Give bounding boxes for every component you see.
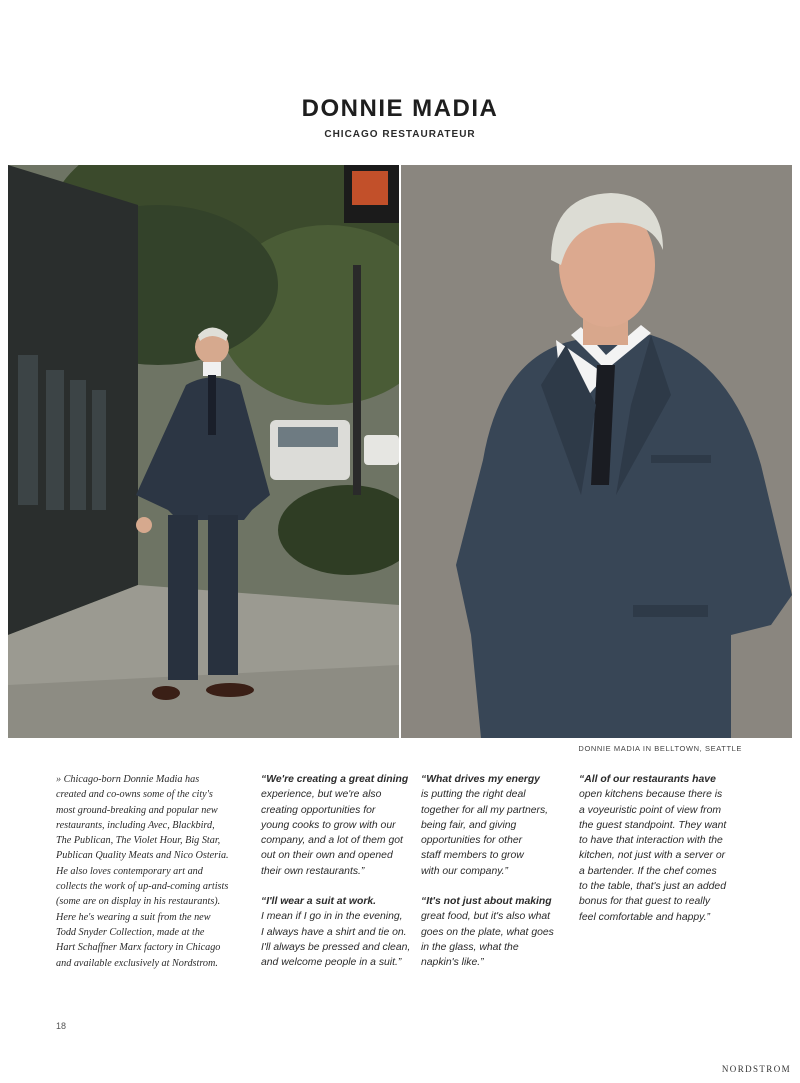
quote-line: feel comfortable and happy.” (579, 911, 710, 923)
intro-line: He also loves contemporary art and (56, 865, 203, 877)
quote-line: great food, but it's also what (421, 911, 551, 923)
intro-line: Publican Quality Meats and Nico Osteria. (56, 850, 229, 862)
quote-line: a voyeuristic point of view from (579, 804, 722, 816)
intro-line: Hart Schaffner Marx factory in Chicago (56, 942, 221, 954)
quote-line: staff members to grow (421, 850, 524, 862)
quote-line: experience, but we're also (261, 789, 382, 801)
intro-line: (some are on display in his restaurants). (56, 896, 221, 908)
article-subtitle: CHICAGO RESTAURATEUR (324, 129, 476, 140)
wall-illustration (401, 165, 792, 738)
quote-line: together for all my partners, (421, 804, 549, 816)
intro-line: Here he's wearing a suit from the new (56, 911, 211, 923)
photo-caption: DONNIE MADIA IN BELLTOWN, SEATTLE (578, 744, 742, 753)
quote-lead: “All of our restaurants have (579, 774, 716, 785)
intro-line: collects the work of up-and-coming artists (56, 881, 229, 893)
quote-line: I'll always be pressed and clean, (261, 941, 411, 953)
quote-line: company, and a lot of them got (261, 835, 403, 847)
quote-column-3 (421, 772, 561, 971)
intro-line: and available exclusively at Nordstrom. (56, 957, 218, 969)
sidewalk-illustration (8, 165, 399, 738)
quote-column-2 (261, 772, 411, 971)
intro-column (56, 772, 242, 971)
quote-line: open kitchens because there is (579, 789, 723, 801)
quote-line: to the table, that's just an added (579, 881, 726, 893)
intro-line: restaurants, including Avec, Blackbird, (56, 819, 215, 831)
quote-line: is putting the right deal (421, 789, 526, 801)
spacer (421, 879, 561, 894)
quote-line: and welcome people in a suit.” (261, 957, 402, 969)
quote-line: in the glass, what the (421, 941, 519, 953)
photo-wall-portrait (401, 165, 792, 738)
quote-line: to have that interaction with the (579, 835, 723, 847)
quote-lead: “It's not just about making (421, 896, 552, 908)
spacer (261, 879, 411, 894)
quote-line: the guest standpoint. They want (579, 819, 727, 831)
intro-line: most ground-breaking and popular new (56, 804, 218, 816)
quote-column-4 (579, 772, 741, 925)
quote-line: I mean if I go in in the evening, (261, 911, 403, 923)
article-title: DONNIE MADIA (301, 95, 499, 122)
quote-line: bonus for that guest to really (579, 896, 711, 908)
quote-line: being fair, and giving (421, 819, 517, 831)
quote-line: their own restaurants.” (261, 865, 365, 877)
quote-lead: “What drives my energy (421, 774, 540, 785)
article-header (0, 95, 800, 140)
page-number: 18 (56, 1021, 67, 1031)
photo-sidewalk-portrait (8, 165, 399, 738)
intro-line: created and co-owns some of the city's (56, 789, 213, 801)
quote-lead: “We're creating a great dining (261, 774, 409, 785)
quote-line: out on their own and opened (261, 850, 393, 862)
quote-lead: “I'll wear a suit at work. (261, 896, 377, 908)
quote-line: I always have a shirt and tie on. (261, 926, 407, 938)
intro-line: Todd Snyder Collection, made at the (56, 926, 205, 938)
quote-line: opportunities for other (421, 835, 523, 847)
quote-line: with our company.” (421, 865, 509, 877)
quote-line: creating opportunities for (261, 804, 376, 816)
quote-line: young cooks to grow with our (261, 819, 396, 831)
intro-line: » Chicago-born Donnie Madia has (56, 774, 200, 785)
quote-line: kitchen, not just with a server or (579, 850, 726, 862)
quote-line: goes on the plate, what goes (421, 926, 554, 938)
brand-logo-text: NORDSTROM (721, 1064, 791, 1074)
quote-line: a bartender. If the chef comes (579, 865, 717, 877)
intro-line: The Publican, The Violet Hour, Big Star, (56, 835, 221, 847)
quote-line: napkin's like.” (421, 957, 484, 969)
